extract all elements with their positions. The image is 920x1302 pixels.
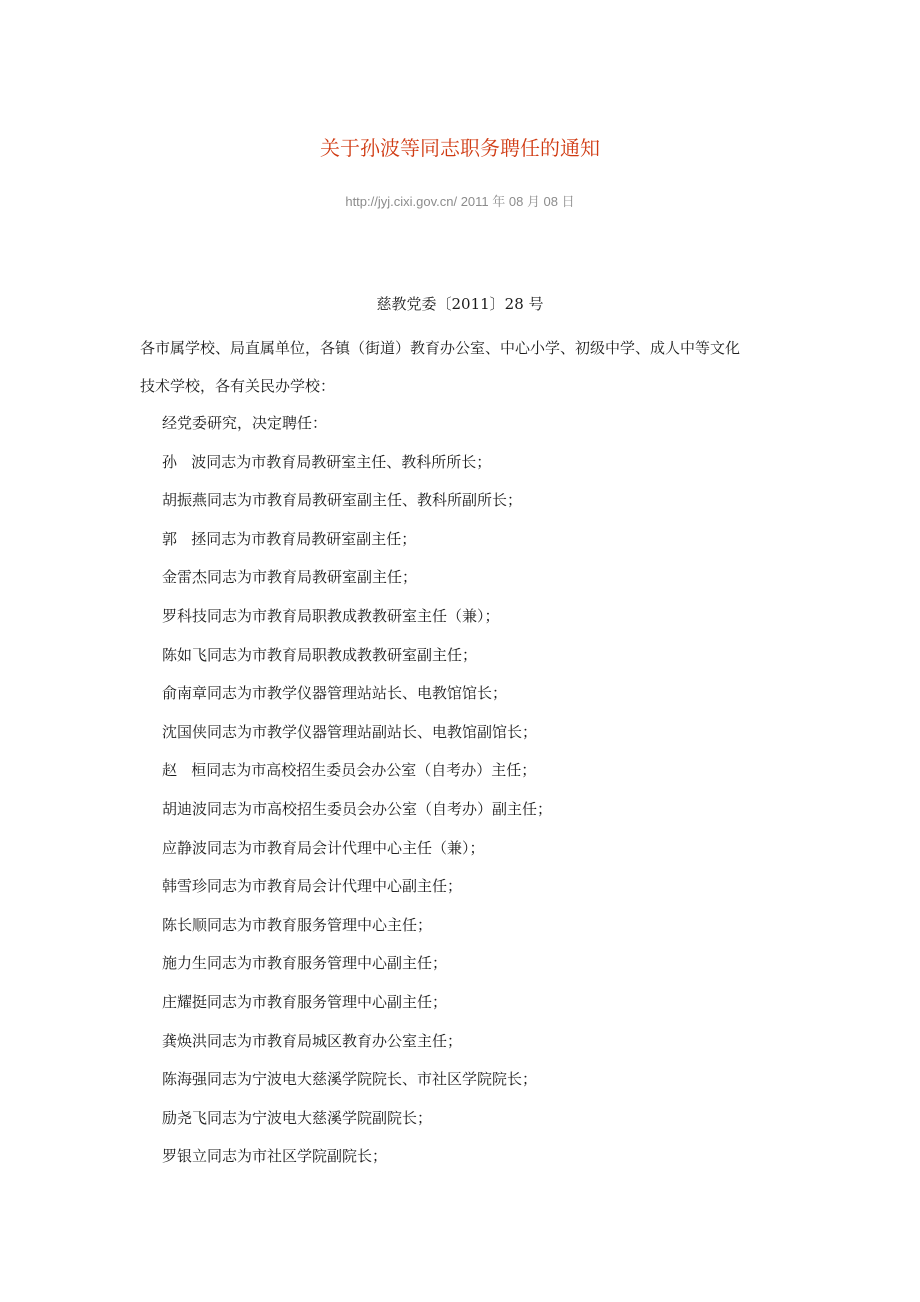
appointment-item: 孙 波同志为市教育局教研室主任、教科所所长； [162,452,492,471]
appointment-item: 励尧飞同志为宁波电大慈溪学院副院长； [162,1108,433,1127]
appointment-item: 金雷杰同志为市教育局教研室副主任； [162,568,418,587]
addressee [140,329,800,405]
appointment-item: 沈国侠同志为市教学仪器管理站副站长、电教馆副馆长； [162,722,538,741]
appointment-item: 胡振燕同志为市教育局教研室副主任、教科所副所长； [162,491,523,510]
appointment-item: 俞南章同志为市教学仪器管理站站长、电教馆馆长； [162,684,508,703]
appointment-item: 应静波同志为市教育局会计代理中心主任（兼）； [162,838,485,857]
appointment-item: 陈如飞同志为市教育局职教成教教研室副主任； [162,645,478,664]
source-line: http://jyj.cixi.gov.cn/ 2011 年 08 月 08 日 [345,194,575,209]
intro-paragraph: 经党委研究，决定聘任： [162,414,328,432]
document-number: 慈教党委〔2011〕28 号 [376,295,544,313]
appointment-item: 施力生同志为市教育服务管理中心副主任； [162,954,448,973]
appointment-item: 赵 桓同志为市高校招生委员会办公室（自考办）主任； [162,761,537,780]
appointment-item: 庄耀挺同志为市教育服务管理中心副主任； [162,992,448,1011]
appointment-item: 罗科技同志为市教育局职教成教教研室主任（兼）； [162,606,500,625]
addressee-line: 各市属学校、局直属单位，各镇（街道）教育办公室、中心小学、初级中学、成人中等文化 [140,339,741,357]
addressee-line: 技术学校，各有关民办学校： [140,377,336,395]
document-title: 关于孙波等同志职务聘任的通知 [320,136,600,160]
appointment-item: 罗银立同志为市社区学院副院长； [162,1147,388,1166]
appointment-item: 胡迪波同志为市高校招生委员会办公室（自考办）副主任； [162,799,553,818]
appointment-item: 龚焕洪同志为市教育局城区教育办公室主任； [162,1031,463,1050]
appointment-item: 郭 拯同志为市教育局教研室副主任； [162,529,417,548]
appointment-item: 陈海强同志为宁波电大慈溪学院院长、市社区学院院长； [162,1070,538,1089]
document-body [162,404,802,1176]
appointment-item: 韩雪珍同志为市教育局会计代理中心副主任； [162,877,463,896]
appointment-item: 陈长顺同志为市教育服务管理中心主任； [162,915,433,934]
